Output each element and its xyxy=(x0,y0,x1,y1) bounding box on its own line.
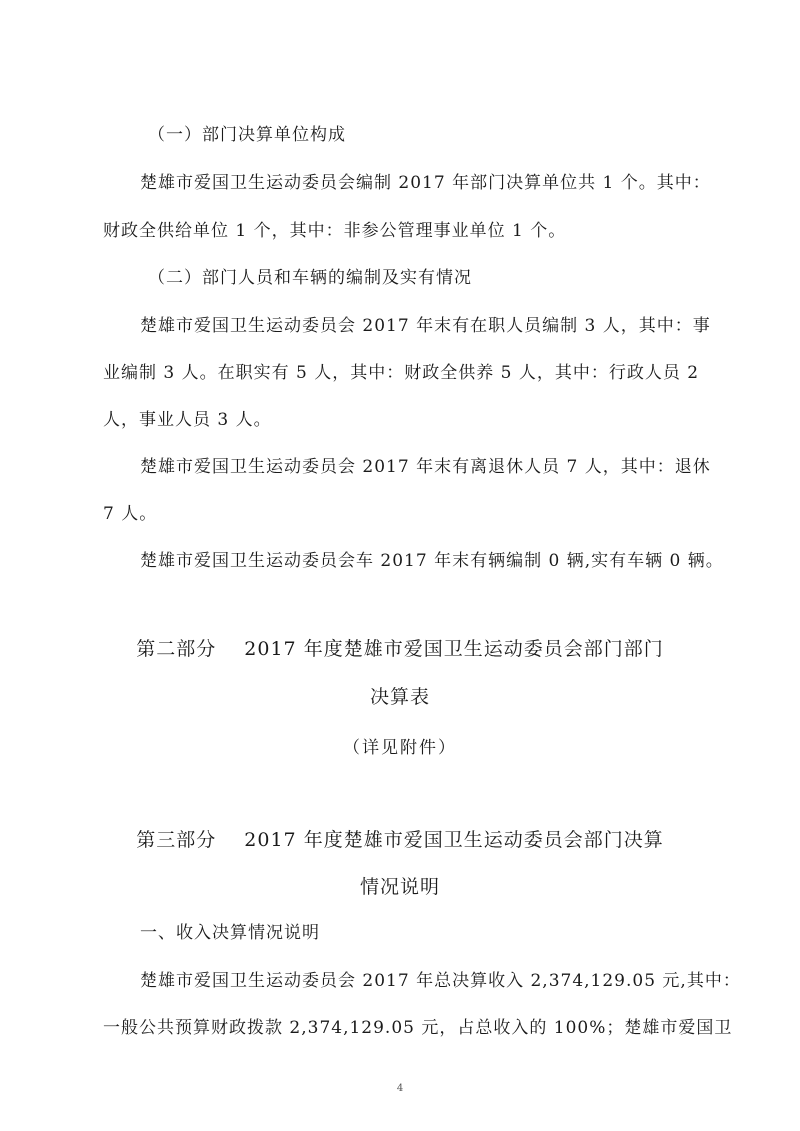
subsection-title-staff-vehicles: （二）部门人员和车辆的编制及实有情况 xyxy=(148,268,472,288)
part2-prefix: 第二部分 xyxy=(136,638,217,660)
part2-heading xyxy=(0,634,800,661)
page-number: 4 xyxy=(396,1083,404,1094)
part3-heading xyxy=(0,825,800,852)
part2-title-line2: 决算表 xyxy=(369,686,430,708)
paragraph-line: 楚雄市爱国卫生运动委员会车 2017 年末有辆编制 0 辆,实有车辆 0 辆。 xyxy=(140,551,724,571)
paragraph-line: 楚雄市爱国卫生运动委员会 2017 年末有在职人员编制 3 人，其中：事 xyxy=(140,316,711,336)
part3-title-line2: 情况说明 xyxy=(359,876,440,898)
paragraph-line: 楚雄市爱国卫生运动委员会 2017 年总决算收入 2,374,129.05 元,其中： xyxy=(140,971,741,991)
paragraph-line: 人，事业人员 3 人。 xyxy=(103,410,272,430)
part3-prefix: 第三部分 xyxy=(136,829,217,851)
paragraph-line: 楚雄市爱国卫生运动委员会编制 2017 年部门决算单位共 1 个。其中： xyxy=(140,173,711,193)
subsection-title-unit-composition: （一）部门决算单位构成 xyxy=(148,125,346,145)
paragraph-line: 财政全供给单位 1 个，其中：非参公管理事业单位 1 个。 xyxy=(103,221,567,241)
part2-title-line1: 2017 年度楚雄市爱国卫生运动委员会部门部门 xyxy=(244,638,664,660)
paragraph-line: 楚雄市爱国卫生运动委员会 2017 年末有离退休人员 7 人，其中：退休 xyxy=(140,457,711,477)
subsection-title-income: 一、收入决算情况说明 xyxy=(140,923,320,943)
paragraph-line: 一般公共预算财政拨款 2,374,129.05 元，占总收入的 100%；楚雄市爱国卫 xyxy=(103,1018,733,1038)
part2-note: （详见附件） xyxy=(343,738,457,758)
part3-title-line1: 2017 年度楚雄市爱国卫生运动委员会部门决算 xyxy=(244,829,664,851)
paragraph-line: 7 人。 xyxy=(103,504,158,524)
paragraph-line: 业编制 3 人。在职实有 5 人，其中：财政全供养 5 人，其中：行政人员 2 xyxy=(103,363,700,383)
